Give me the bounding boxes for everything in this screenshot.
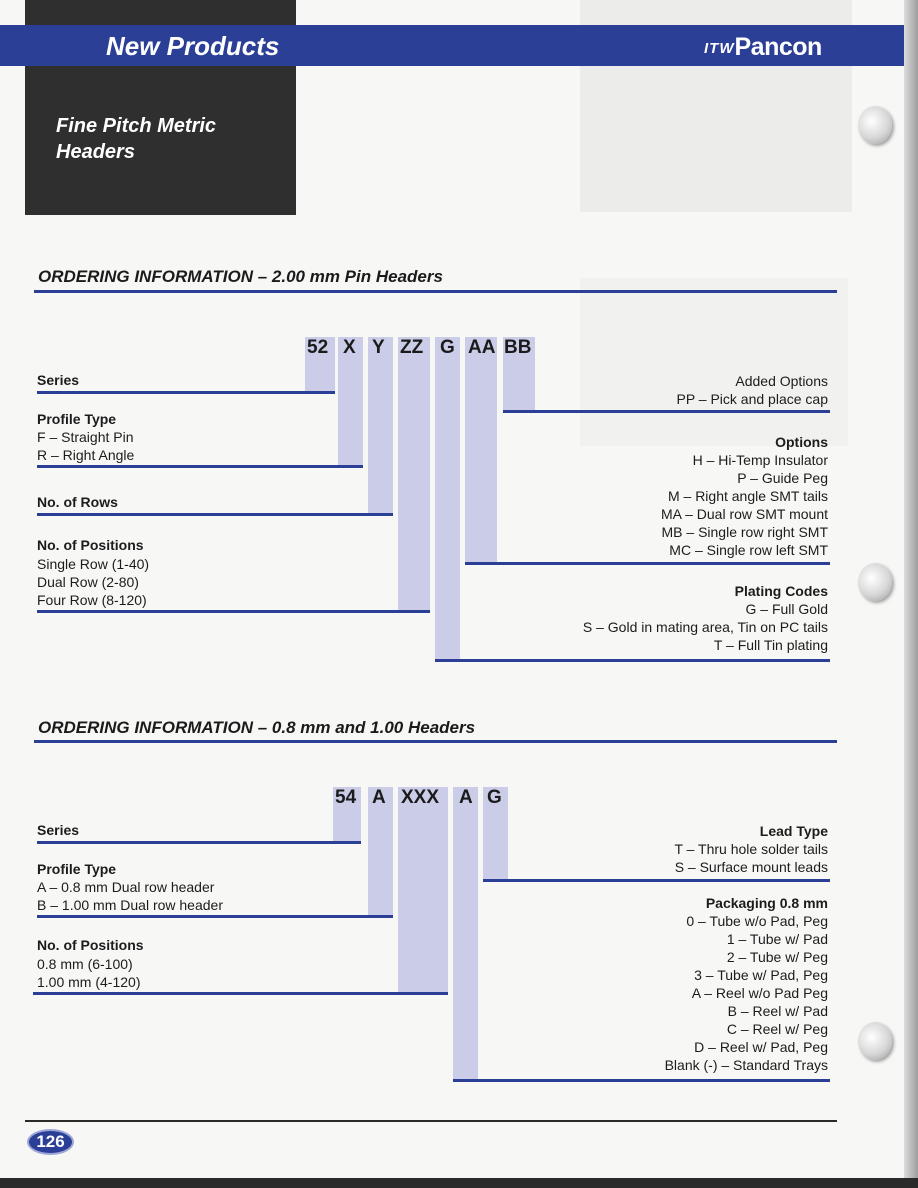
code-bar-xxx <box>398 787 448 994</box>
positions-label: No. of Positions <box>37 937 144 953</box>
code-segment: A <box>459 787 473 808</box>
panel-title <box>56 113 216 165</box>
list-item: 2 – Tube w/ Peg <box>726 949 828 965</box>
rows-rule <box>37 513 393 516</box>
page-number: 126 <box>27 1129 74 1155</box>
packaging-block <box>528 894 828 1074</box>
list-item: G – Full Gold <box>745 601 828 617</box>
list-item: Four Row (8-120) <box>37 592 147 608</box>
packaging-label: Packaging 0.8 mm <box>705 895 828 911</box>
code-segment: G <box>440 337 455 358</box>
list-item: F – Straight Pin <box>37 429 134 445</box>
code-segment: BB <box>504 337 532 358</box>
series-label: Series <box>37 372 80 388</box>
header-title: New Products <box>106 31 280 61</box>
list-item: 1.00 mm (4-120) <box>37 974 141 990</box>
positions-list <box>37 955 140 991</box>
binder-hole-icon <box>858 563 892 601</box>
list-item: D – Reel w/ Pad, Peg <box>694 1039 828 1055</box>
code-segment: ZZ <box>400 337 424 358</box>
code-bar-zz <box>398 337 430 612</box>
plating-block <box>478 582 828 654</box>
series-label: Series <box>37 822 80 838</box>
list-item: P – Guide Peg <box>737 470 828 486</box>
code-bar-g <box>435 337 460 661</box>
code-segment: XXX <box>401 787 440 808</box>
added-options-label: Added Options <box>735 373 828 389</box>
added-options-rule <box>503 410 830 413</box>
positions-rule <box>33 992 448 995</box>
list-item: R – Right Angle <box>37 447 135 463</box>
list-item: 0.8 mm (6-100) <box>37 956 133 972</box>
list-item: 3 – Tube w/ Pad, Peg <box>694 967 828 983</box>
profile-type-list <box>37 428 134 464</box>
lead-type-block <box>528 822 828 876</box>
panel-title-line2: Headers <box>56 141 135 163</box>
added-options-block <box>528 372 828 408</box>
section1-heading-rule <box>34 290 837 293</box>
list-item: H – Hi-Temp Insulator <box>692 452 828 468</box>
list-item: 0 – Tube w/o Pad, Peg <box>686 913 828 929</box>
footer-rule <box>25 1120 837 1122</box>
code-segment: AA <box>468 337 496 358</box>
plating-rule <box>435 659 830 662</box>
list-item: M – Right angle SMT tails <box>667 488 828 504</box>
list-item: Dual Row (2-80) <box>37 574 139 590</box>
list-item: T – Thru hole solder tails <box>674 841 828 857</box>
brand-prefix: ITW <box>704 40 735 57</box>
list-item: A – 0.8 mm Dual row header <box>37 879 215 895</box>
page-edge <box>904 0 918 1188</box>
options-label: Options <box>775 434 828 450</box>
code-segment: X <box>343 337 356 358</box>
binder-hole-icon <box>858 106 892 144</box>
list-item: MC – Single row left SMT <box>669 542 828 558</box>
positions-label: No. of Positions <box>37 537 144 553</box>
section1-heading: ORDERING INFORMATION – 2.00 mm Pin Headers <box>38 267 443 286</box>
positions-list <box>37 555 149 609</box>
list-item: A – Reel w/o Pad Peg <box>691 985 828 1001</box>
list-item: S – Surface mount leads <box>674 859 828 875</box>
code-bar-y <box>368 337 393 515</box>
binder-hole-icon <box>858 1022 892 1060</box>
list-item: B – 1.00 mm Dual row header <box>37 897 223 913</box>
rows-label: No. of Rows <box>37 494 118 510</box>
section2-heading: ORDERING INFORMATION – 0.8 mm and 1.00 Headers <box>38 718 476 737</box>
section2-heading-rule <box>34 740 837 743</box>
list-item: MB – Single row right SMT <box>661 524 828 540</box>
packaging-rule <box>453 1079 830 1082</box>
profile-type-list <box>37 878 223 914</box>
options-block <box>478 433 828 559</box>
profile-type-rule <box>37 915 393 918</box>
lead-type-rule <box>483 879 830 882</box>
list-item: T – Full Tin plating <box>713 637 828 653</box>
profile-type-label: Profile Type <box>37 861 117 877</box>
list-item: PP – Pick and place cap <box>676 391 828 407</box>
code-segment: G <box>487 787 502 808</box>
code-segment: Y <box>372 337 385 358</box>
list-item: B – Reel w/ Pad <box>727 1003 828 1019</box>
options-rule <box>465 562 830 565</box>
list-item: Blank (-) – Standard Trays <box>664 1057 828 1073</box>
series-rule <box>37 391 335 394</box>
code-segment: A <box>372 787 386 808</box>
list-item: C – Reel w/ Peg <box>726 1021 828 1037</box>
part-number-code <box>0 337 918 361</box>
bottom-strip <box>0 1178 918 1188</box>
panel-title-line1: Fine Pitch Metric <box>56 115 217 137</box>
series-rule <box>37 841 361 844</box>
lead-type-label: Lead Type <box>759 823 828 839</box>
list-item: MA – Dual row SMT mount <box>660 506 828 522</box>
list-item: 1 – Tube w/ Pad <box>726 931 828 947</box>
brand-logo <box>704 33 822 62</box>
profile-type-label: Profile Type <box>37 411 117 427</box>
profile-type-rule <box>37 465 363 468</box>
brand-name: Pancon <box>734 33 822 61</box>
bleed-through-panel <box>580 278 848 446</box>
code-segment: 52 <box>307 337 329 358</box>
part-number-code <box>0 787 918 811</box>
code-segment: 54 <box>335 787 357 808</box>
plating-label: Plating Codes <box>734 583 828 599</box>
list-item: S – Gold in mating area, Tin on PC tails <box>582 619 828 635</box>
code-bar-a2 <box>453 787 478 1081</box>
positions-rule <box>37 610 430 613</box>
list-item: Single Row (1-40) <box>37 556 150 572</box>
